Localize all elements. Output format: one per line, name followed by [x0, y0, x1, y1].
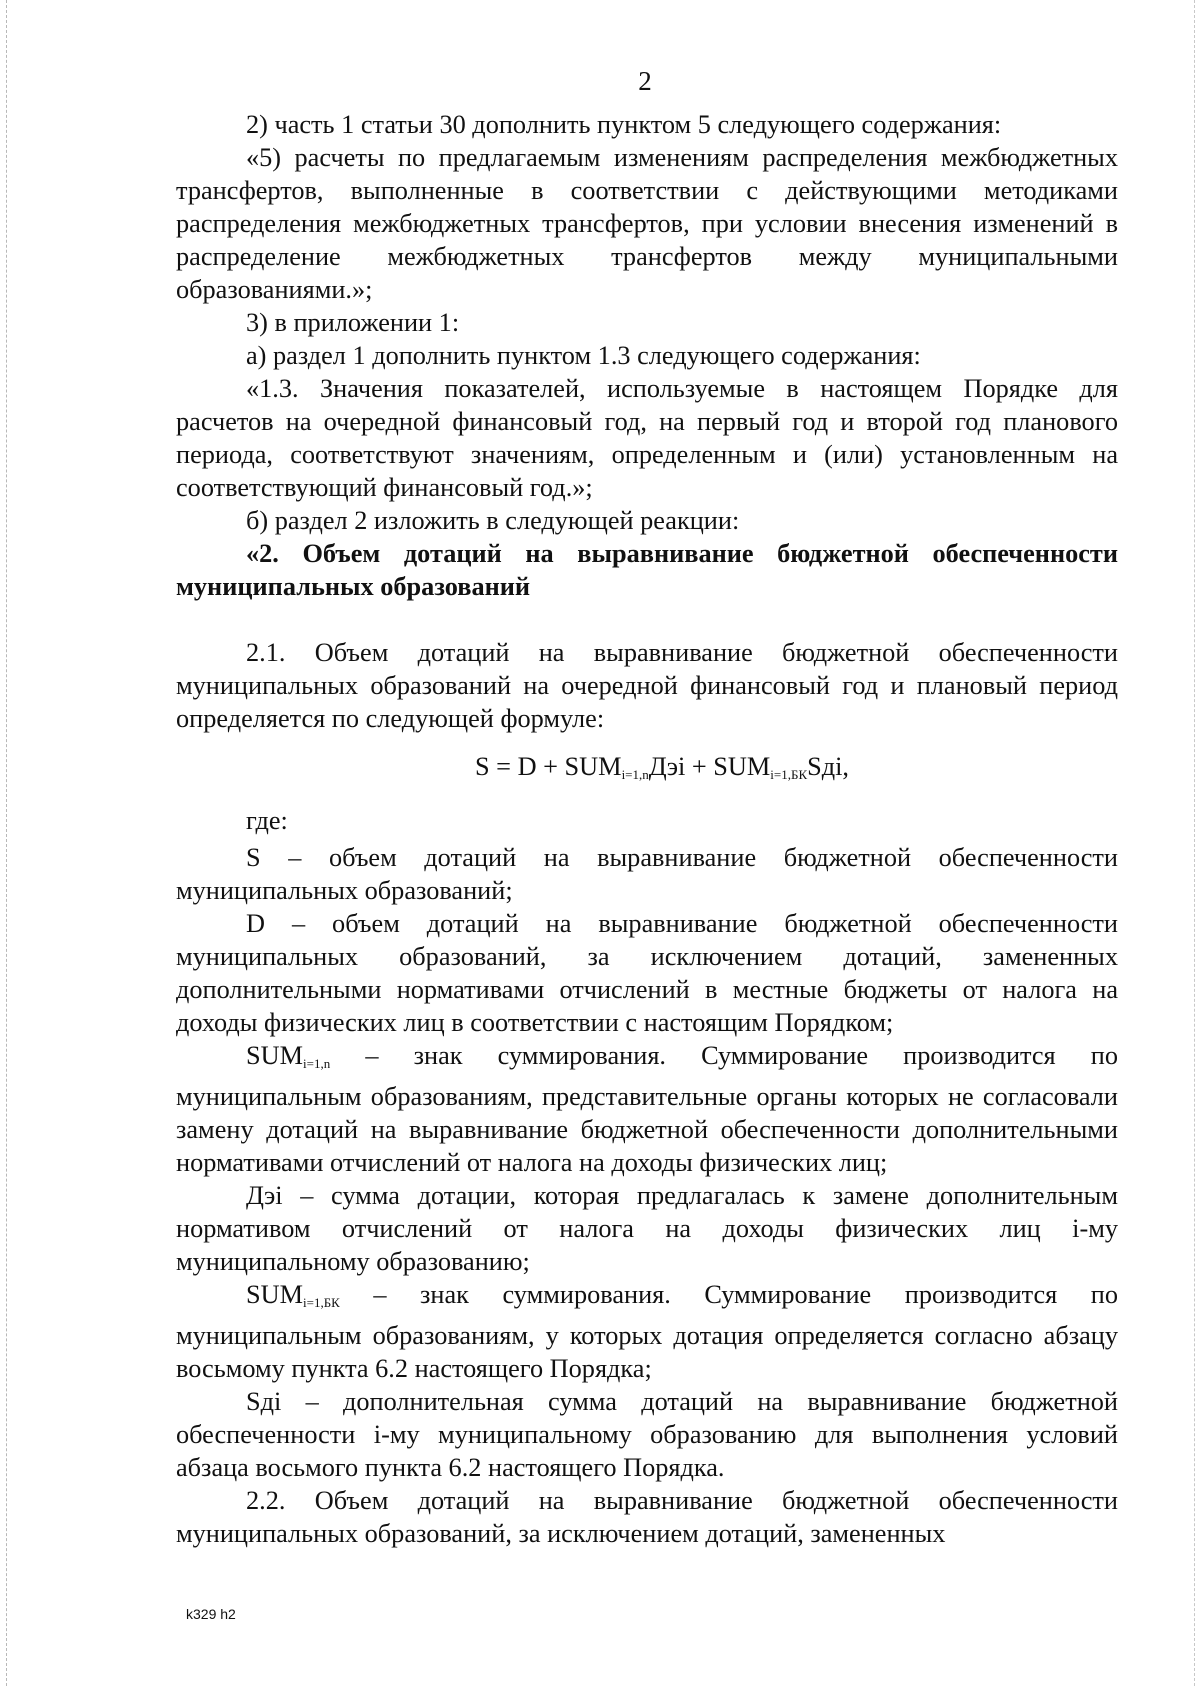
formula-mid: Дэi + SUM [648, 752, 771, 781]
where-label: где: [246, 806, 288, 835]
formula-end: Sдi, [807, 752, 850, 781]
definition-sum-n [176, 1039, 1118, 1179]
scan-edge-right [1194, 0, 1196, 1686]
paragraph-item-2: 2) часть 1 статьи 30 дополнить пунктом 5 следующего содержания: [246, 110, 1002, 139]
footer-document-code: k329 h2 [186, 1606, 236, 1622]
paragraph-2-2: 2.2. Объем дотаций на выравнивание бюджетной обеспеченности муниципальных образований, за исключением дотаций, замененных [176, 1486, 1118, 1548]
paragraph-1-3-quote: «1.3. Значения показателей, используемые в настоящем Порядке для расчетов на очередной финансовый год, на первый год и второй год планового периода, соответствуют значениям, определенным и (или) установленным на соответствующий финансовый год.»; [176, 374, 1118, 502]
definition-sdi: Sдi – дополнительная сумма дотаций на выравнивание бюджетной обеспеченности i-му муниципальному образованию для выполнения условий абзаца восьмого пункта 6.2 настоящего Порядка. [176, 1387, 1118, 1482]
scan-edge-left [6, 0, 8, 1686]
page-number: 2 [638, 66, 652, 96]
definition-sum-bk [176, 1278, 1118, 1385]
definition-d: D – объем дотаций на выравнивание бюджетной обеспеченности муниципальных образований, за исключением дотаций, замененных дополнительными нормативами отчислений в местные бюджеты от налога на доходы физических лиц в соответствии с настоящим Порядком; [176, 909, 1118, 1037]
blank-line [176, 603, 1118, 636]
definition-sum-bk-text: – знак суммирования. Суммирование производится по муниципальным образованиям, у которых дотация определяется согласно абзацу восьмому пункта 6.2 настоящего Порядка; [176, 1280, 1118, 1383]
formula [176, 750, 1118, 791]
formula-sub-2: i=1,БК [770, 767, 808, 782]
term-sum-bk-sub: i=1,БК [303, 1295, 340, 1310]
paragraph-2-1: 2.1. Объем дотаций на выравнивание бюджетной обеспеченности муниципальных образований на очередной финансовый год и плановый период определяется по следующей формуле: [176, 638, 1118, 733]
term-sum-n: SUM [246, 1041, 303, 1070]
document-body [176, 108, 1118, 1550]
section-heading: «2. Объем дотаций на выравнивание бюджетной обеспеченности муниципальных образований [176, 539, 1118, 601]
paragraph-item-b: б) раздел 2 изложить в следующей реакции: [246, 506, 740, 535]
definition-sum-n-text: – знак суммирования. Суммирование производится по муниципальным образованиям, представительные органы которых не согласовали замену дотаций на выравнивание бюджетной обеспеченности дополнительными нормативами отчислений от налога на доходы физических лиц; [176, 1041, 1118, 1177]
definition-s: S – объем дотаций на выравнивание бюджетной обеспеченности муниципальных образований; [176, 843, 1118, 905]
paragraph-item-3: 3) в приложении 1: [246, 308, 460, 337]
formula-sub-1: i=1,n [621, 767, 649, 782]
term-sum-bk: SUM [246, 1280, 303, 1309]
paragraph-item-5-quote: «5) расчеты по предлагаемым изменениям распределения межбюджетных трансфертов, выполненные в соответствии с действующими методиками распределения межбюджетных трансфертов, при условии внесения изменений в распределение межбюджетных трансфертов между муниципальными образованиями.»; [176, 143, 1118, 304]
paragraph-item-a: а) раздел 1 дополнить пунктом 1.3 следующего содержания: [246, 341, 921, 370]
formula-lhs: S = D + SUM [474, 752, 622, 781]
definition-dei: Дэi – сумма дотации, которая предлагалась к замене дополнительным нормативом отчислений от налога на доходы физических лиц i-му муниципальному образованию; [176, 1181, 1118, 1276]
term-sum-n-sub: i=1,n [303, 1056, 331, 1071]
